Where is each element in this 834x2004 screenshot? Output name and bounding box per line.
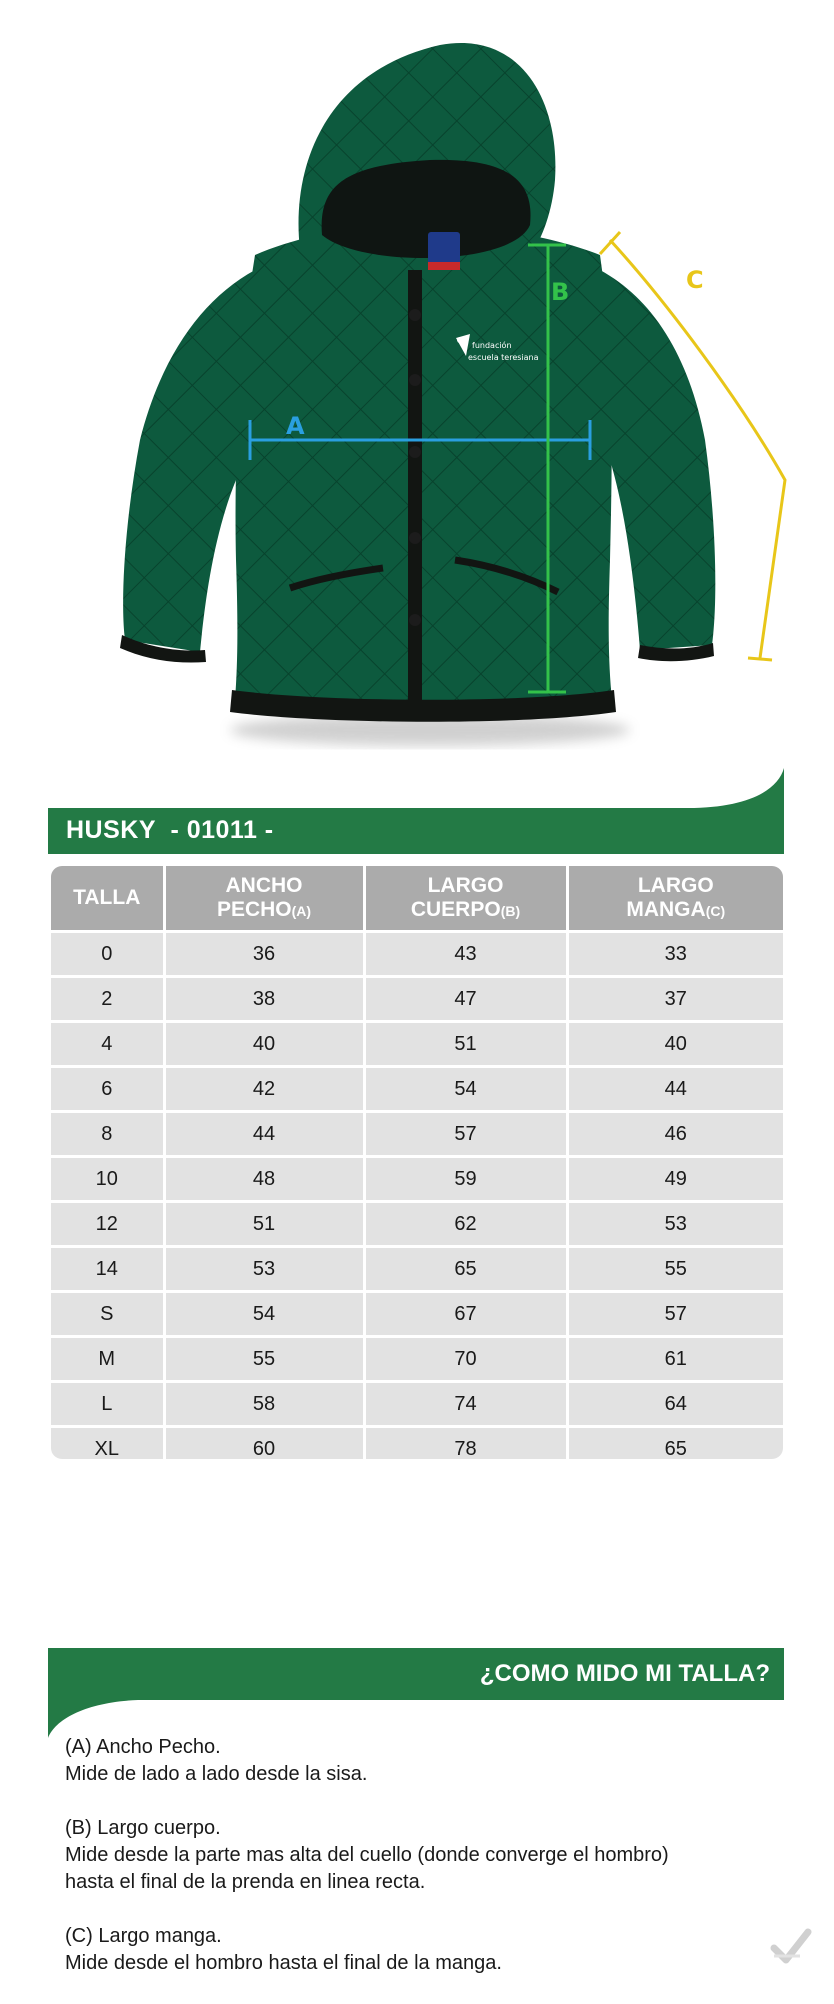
- cell-largo-manga: 64: [567, 1382, 783, 1427]
- table-row: [51, 1112, 783, 1157]
- cell-largo-cuerpo: 70: [364, 1337, 567, 1382]
- header-ancho-pecho: ANCHO PECHO(A): [164, 866, 364, 932]
- size-table: [51, 866, 783, 1459]
- instruction-c-line: Mide desde el hombro hasta el final de la manga.: [65, 1952, 502, 1974]
- cell-talla: 10: [51, 1157, 164, 1202]
- jacket-logo-line2: escuela teresiana: [468, 353, 539, 362]
- measure-instructions: [65, 1734, 785, 2004]
- cell-ancho-pecho: 55: [164, 1337, 364, 1382]
- cell-largo-manga: 40: [567, 1022, 783, 1067]
- instruction-a: [65, 1734, 785, 1788]
- cell-ancho-pecho: 60: [164, 1427, 364, 1460]
- cell-ancho-pecho: 53: [164, 1247, 364, 1292]
- table-row: [51, 1382, 783, 1427]
- cell-talla: S: [51, 1292, 164, 1337]
- cell-ancho-pecho: 38: [164, 977, 364, 1022]
- cell-talla: 14: [51, 1247, 164, 1292]
- cell-largo-cuerpo: 62: [364, 1202, 567, 1247]
- jacket-logo-line1: fundación: [472, 341, 512, 350]
- cell-ancho-pecho: 48: [164, 1157, 364, 1202]
- jacket-right-sleeve: [600, 270, 715, 650]
- jacket-image: [0, 0, 834, 770]
- cell-largo-manga: 46: [567, 1112, 783, 1157]
- cell-talla: 4: [51, 1022, 164, 1067]
- cell-talla: 2: [51, 977, 164, 1022]
- howto-title: ¿COMO MIDO MI TALLA?: [479, 1660, 770, 1687]
- table-row: [51, 1337, 783, 1382]
- cell-ancho-pecho: 42: [164, 1067, 364, 1112]
- dimension-c-label: C: [686, 266, 704, 294]
- cell-talla: 12: [51, 1202, 164, 1247]
- product-title: HUSKY - 01011 -: [66, 816, 274, 844]
- cell-largo-manga: 44: [567, 1067, 783, 1112]
- cell-largo-manga: 57: [567, 1292, 783, 1337]
- table-row: [51, 1022, 783, 1067]
- cell-ancho-pecho: 36: [164, 932, 364, 977]
- cell-talla: 6: [51, 1067, 164, 1112]
- instruction-b-line: Mide desde la parte mas alta del cuello (donde converge el hombro): [65, 1844, 669, 1866]
- table-row: [51, 1157, 783, 1202]
- table-body: [51, 932, 783, 1460]
- cell-largo-cuerpo: 74: [364, 1382, 567, 1427]
- cell-largo-manga: 55: [567, 1247, 783, 1292]
- instruction-c: [65, 1923, 785, 1977]
- cell-ancho-pecho: 58: [164, 1382, 364, 1427]
- cell-largo-cuerpo: 78: [364, 1427, 567, 1460]
- cell-ancho-pecho: 44: [164, 1112, 364, 1157]
- cell-largo-manga: 33: [567, 932, 783, 977]
- cell-talla: 0: [51, 932, 164, 977]
- cell-largo-cuerpo: 51: [364, 1022, 567, 1067]
- jacket-illustration: [0, 0, 834, 770]
- cell-largo-cuerpo: 47: [364, 977, 567, 1022]
- howto-title-band: [48, 1648, 784, 1738]
- table-row: [51, 932, 783, 977]
- cell-largo-cuerpo: 54: [364, 1067, 567, 1112]
- cell-largo-manga: 61: [567, 1337, 783, 1382]
- cell-largo-cuerpo: 59: [364, 1157, 567, 1202]
- table-row: [51, 1247, 783, 1292]
- table-row: [51, 977, 783, 1022]
- cell-talla: L: [51, 1382, 164, 1427]
- cell-largo-cuerpo: 57: [364, 1112, 567, 1157]
- table-row: [51, 1427, 783, 1460]
- instruction-b-heading: (B) Largo cuerpo.: [65, 1817, 221, 1839]
- header-talla: TALLA: [51, 866, 164, 932]
- product-title-band: [48, 760, 784, 854]
- cell-largo-cuerpo: 43: [364, 932, 567, 977]
- check-icon: [770, 1926, 812, 1966]
- jacket-left-sleeve: [123, 270, 255, 652]
- cell-largo-cuerpo: 65: [364, 1247, 567, 1292]
- cell-talla: M: [51, 1337, 164, 1382]
- instruction-a-heading: (A) Ancho Pecho.: [65, 1736, 221, 1758]
- instruction-a-line: Mide de lado a lado desde la sisa.: [65, 1763, 368, 1785]
- cell-ancho-pecho: 40: [164, 1022, 364, 1067]
- cell-largo-manga: 37: [567, 977, 783, 1022]
- instruction-c-heading: (C) Largo manga.: [65, 1925, 222, 1947]
- table-row: [51, 1202, 783, 1247]
- cell-talla: XL: [51, 1427, 164, 1460]
- cell-largo-manga: 49: [567, 1157, 783, 1202]
- table-header-row: [51, 866, 783, 932]
- instruction-b-line: hasta el final de la prenda en linea recta.: [65, 1871, 426, 1893]
- size-chart: [51, 866, 783, 1459]
- dimension-a-label: A: [286, 412, 305, 440]
- cell-largo-manga: 65: [567, 1427, 783, 1460]
- header-largo-cuerpo: LARGO CUERPO(B): [364, 866, 567, 932]
- table-row: [51, 1292, 783, 1337]
- cell-ancho-pecho: 54: [164, 1292, 364, 1337]
- table-row: [51, 1067, 783, 1112]
- cell-largo-cuerpo: 67: [364, 1292, 567, 1337]
- cell-talla: 8: [51, 1112, 164, 1157]
- instruction-b: [65, 1815, 785, 1896]
- cell-largo-manga: 53: [567, 1202, 783, 1247]
- cell-ancho-pecho: 51: [164, 1202, 364, 1247]
- dimension-b-label: B: [551, 278, 570, 306]
- header-largo-manga: LARGO MANGA(C): [567, 866, 783, 932]
